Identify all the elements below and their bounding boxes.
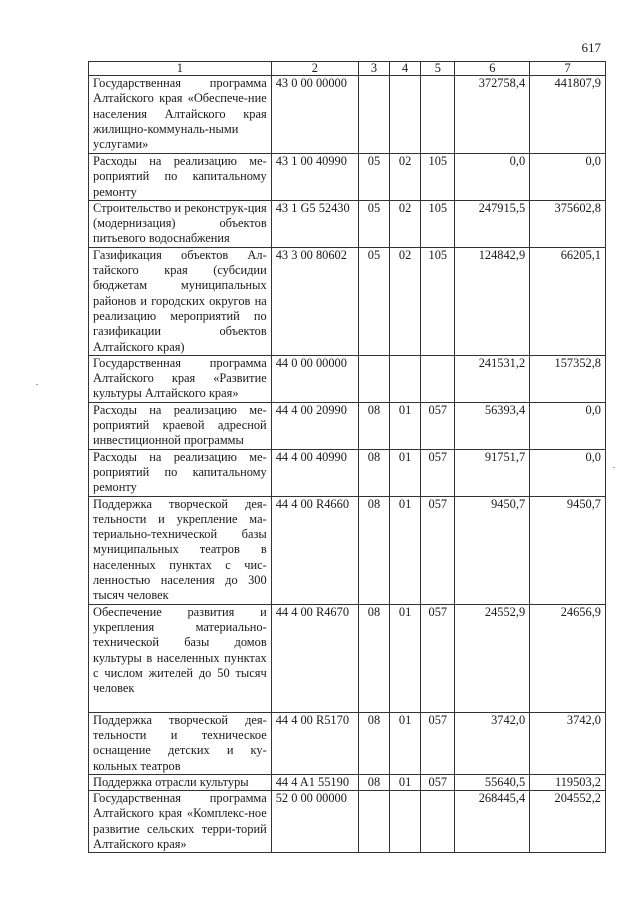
row-name-cell: Расходы на реализацию ме-роприятий краевой адресной инвестиционной программы — [89, 402, 272, 449]
row-section-cell: 05 — [358, 200, 389, 247]
row-amount-year2-cell: 66205,1 — [530, 247, 606, 355]
row-amount-year2-cell: 3742,0 — [530, 712, 606, 774]
column-header: 1 — [89, 62, 272, 76]
table-row — [89, 774, 606, 790]
row-name-cell: Поддержка творческой дея-тельности и техническое оснащение детских и ку-кольных театров — [89, 712, 272, 774]
row-amount-year1-cell: 56393,4 — [455, 402, 530, 449]
row-code-cell: 44 4 00 R4670 — [271, 604, 358, 712]
row-code-cell: 44 4 00 20990 — [271, 402, 358, 449]
row-amount-year1-cell: 24552,9 — [455, 604, 530, 712]
row-section-cell: 08 — [358, 604, 389, 712]
row-name-cell: Строительство и реконструк-ция (модернизация) объектов питьевого водоснабжения — [89, 200, 272, 247]
column-header: 4 — [390, 62, 421, 76]
row-code-cell: 43 1 00 40990 — [271, 154, 358, 201]
row-subsection-cell: 01 — [390, 496, 421, 604]
column-header: 3 — [358, 62, 389, 76]
row-subsection-cell — [390, 355, 421, 402]
row-subsection-cell: 02 — [390, 247, 421, 355]
scan-speck — [36, 384, 38, 385]
row-name-cell: Обеспечение развития и укрепления материально-технической базы домов культуры в населенных пунктах с числом жителей до 50 тысяч человек — [89, 604, 272, 712]
row-amount-year1-cell: 55640,5 — [455, 774, 530, 790]
row-code-cell: 44 4 00 R5170 — [271, 712, 358, 774]
row-amount-year1-cell: 247915,5 — [455, 200, 530, 247]
row-section-cell: 08 — [358, 449, 389, 496]
budget-table — [88, 61, 606, 853]
row-expense-type-cell — [421, 76, 455, 154]
row-expense-type-cell: 057 — [421, 449, 455, 496]
scan-speck — [613, 467, 615, 468]
table-row — [89, 496, 606, 604]
table-row — [89, 712, 606, 774]
row-expense-type-cell: 105 — [421, 247, 455, 355]
column-header: 5 — [421, 62, 455, 76]
row-name-cell: Газификация объектов Ал-тайского края (субсидии бюджетам муниципальных районов и городских округов на реализацию мероприятий по газификации объектов Алтайского края) — [89, 247, 272, 355]
column-header: 6 — [455, 62, 530, 76]
row-subsection-cell: 01 — [390, 449, 421, 496]
row-name-cell: Расходы на реализацию ме-роприятий по капитальному ремонту — [89, 154, 272, 201]
row-subsection-cell: 02 — [390, 154, 421, 201]
row-expense-type-cell: 105 — [421, 200, 455, 247]
row-amount-year2-cell: 9450,7 — [530, 496, 606, 604]
row-amount-year2-cell: 157352,8 — [530, 355, 606, 402]
row-expense-type-cell: 057 — [421, 604, 455, 712]
table-header-row — [89, 62, 606, 76]
table-row — [89, 154, 606, 201]
row-section-cell: 08 — [358, 712, 389, 774]
row-expense-type-cell: 057 — [421, 402, 455, 449]
row-section-cell — [358, 355, 389, 402]
row-amount-year2-cell: 441807,9 — [530, 76, 606, 154]
row-section-cell — [358, 76, 389, 154]
table-row — [89, 604, 606, 712]
table-row — [89, 449, 606, 496]
row-amount-year1-cell: 3742,0 — [455, 712, 530, 774]
row-expense-type-cell — [421, 791, 455, 853]
row-code-cell: 43 1 G5 52430 — [271, 200, 358, 247]
row-amount-year1-cell: 268445,4 — [455, 791, 530, 853]
row-expense-type-cell: 057 — [421, 712, 455, 774]
row-amount-year2-cell: 24656,9 — [530, 604, 606, 712]
row-name-cell: Расходы на реализацию ме-роприятий по капитальному ремонту — [89, 449, 272, 496]
row-expense-type-cell: 105 — [421, 154, 455, 201]
row-section-cell: 08 — [358, 774, 389, 790]
row-expense-type-cell: 057 — [421, 496, 455, 604]
column-header: 7 — [530, 62, 606, 76]
row-amount-year2-cell: 0,0 — [530, 402, 606, 449]
row-name-cell: Государственная программа Алтайского края «Развитие культуры Алтайского края» — [89, 355, 272, 402]
row-amount-year2-cell: 0,0 — [530, 154, 606, 201]
row-section-cell: 05 — [358, 154, 389, 201]
row-code-cell: 43 3 00 80602 — [271, 247, 358, 355]
row-amount-year2-cell: 0,0 — [530, 449, 606, 496]
row-name-cell: Поддержка отрасли культуры — [89, 774, 272, 790]
row-code-cell: 44 0 00 00000 — [271, 355, 358, 402]
row-amount-year1-cell: 0,0 — [455, 154, 530, 201]
row-name-cell: Поддержка творческой дея-тельности и укрепление ма-териально-технической базы муниципальных театров в населенных пунктах с чис-ленностью населения до 300 тысяч человек — [89, 496, 272, 604]
row-subsection-cell: 01 — [390, 712, 421, 774]
row-amount-year2-cell: 204552,2 — [530, 791, 606, 853]
row-amount-year1-cell: 9450,7 — [455, 496, 530, 604]
row-amount-year1-cell: 241531,2 — [455, 355, 530, 402]
row-code-cell: 44 4 00 R4660 — [271, 496, 358, 604]
row-amount-year1-cell: 91751,7 — [455, 449, 530, 496]
table-row — [89, 200, 606, 247]
row-section-cell: 08 — [358, 402, 389, 449]
row-section-cell — [358, 791, 389, 853]
row-amount-year1-cell: 372758,4 — [455, 76, 530, 154]
row-amount-year2-cell: 119503,2 — [530, 774, 606, 790]
row-subsection-cell — [390, 76, 421, 154]
row-amount-year2-cell: 375602,8 — [530, 200, 606, 247]
row-section-cell: 05 — [358, 247, 389, 355]
column-header: 2 — [271, 62, 358, 76]
row-code-cell: 44 4 00 40990 — [271, 449, 358, 496]
row-code-cell: 52 0 00 00000 — [271, 791, 358, 853]
table-row — [89, 247, 606, 355]
row-code-cell: 44 4 A1 55190 — [271, 774, 358, 790]
table-row — [89, 355, 606, 402]
row-name-cell: Государственная программа Алтайского края «Комплекс-ное развитие сельских терри-торий Алтайского края» — [89, 791, 272, 853]
page-number: 617 — [581, 40, 601, 55]
row-section-cell: 08 — [358, 496, 389, 604]
row-subsection-cell: 01 — [390, 604, 421, 712]
row-subsection-cell: 01 — [390, 402, 421, 449]
table-row — [89, 791, 606, 853]
row-subsection-cell — [390, 791, 421, 853]
row-expense-type-cell: 057 — [421, 774, 455, 790]
row-subsection-cell: 02 — [390, 200, 421, 247]
row-code-cell: 43 0 00 00000 — [271, 76, 358, 154]
table-row — [89, 76, 606, 154]
row-name-cell: Государственная программа Алтайского края «Обеспече-ние населения Алтайского края жилищно-коммуналь-ными услугами» — [89, 76, 272, 154]
row-expense-type-cell — [421, 355, 455, 402]
table-row — [89, 402, 606, 449]
row-subsection-cell: 01 — [390, 774, 421, 790]
row-amount-year1-cell: 124842,9 — [455, 247, 530, 355]
